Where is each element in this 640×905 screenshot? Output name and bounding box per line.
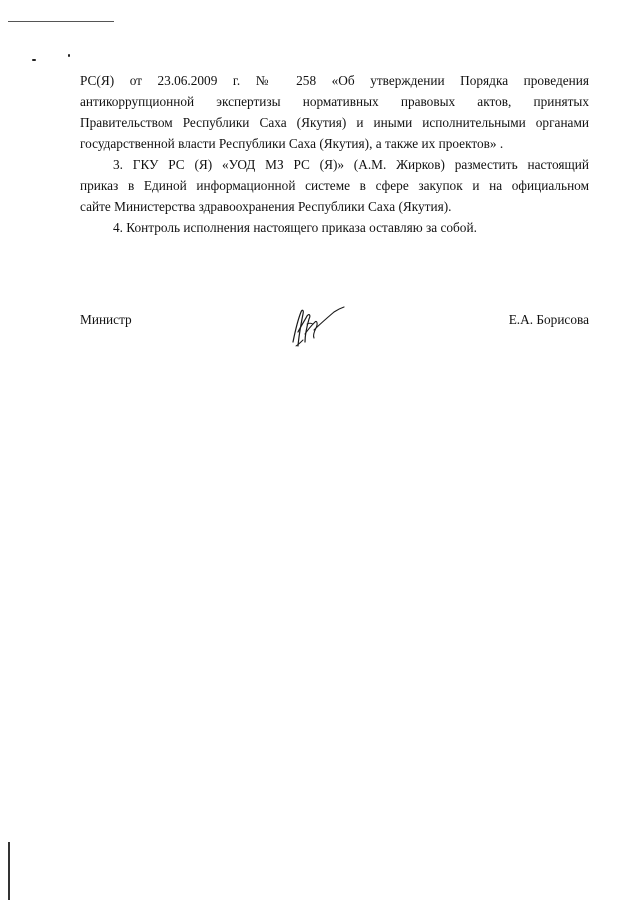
paragraph-item-4 xyxy=(80,217,589,238)
scan-speck xyxy=(68,54,70,57)
text-line: сайте Министерства здравоохранения Республики Саха (Якутия). xyxy=(80,199,452,214)
scan-speck xyxy=(32,59,36,61)
document-body xyxy=(80,70,589,238)
top-rule xyxy=(8,21,114,22)
signature-block xyxy=(80,302,589,352)
paragraph-item-3 xyxy=(80,154,589,217)
signatory-name: Е.А. Борисова xyxy=(508,312,589,327)
text-line: 3. ГКУ РС (Я) «УОД МЗ РС (Я)» (А.М. Жирков) разместить настоящий xyxy=(113,157,589,172)
text-line: 4. Контроль исполнения настоящего приказа оставляю за собой. xyxy=(113,220,477,235)
scan-edge-mark xyxy=(8,842,10,900)
text-line: РС(Я) от 23.06.2009 г. № 258 «Об утверждении Порядка проведения xyxy=(80,73,589,88)
signatory-title: Министр xyxy=(80,312,132,327)
text-line: приказ в Единой информационной системе в сфере закупок и на официальном xyxy=(80,178,589,193)
handwritten-signature-icon xyxy=(287,302,347,350)
text-line: антикоррупционной экспертизы нормативных правовых актов, принятых xyxy=(80,94,589,109)
paragraph-continuation xyxy=(80,70,589,154)
text-line: государственной власти Республики Саха (Якутия), а также их проектов» . xyxy=(80,136,504,151)
text-line: Правительством Республики Саха (Якутия) и иными исполнительными органами xyxy=(80,115,589,130)
